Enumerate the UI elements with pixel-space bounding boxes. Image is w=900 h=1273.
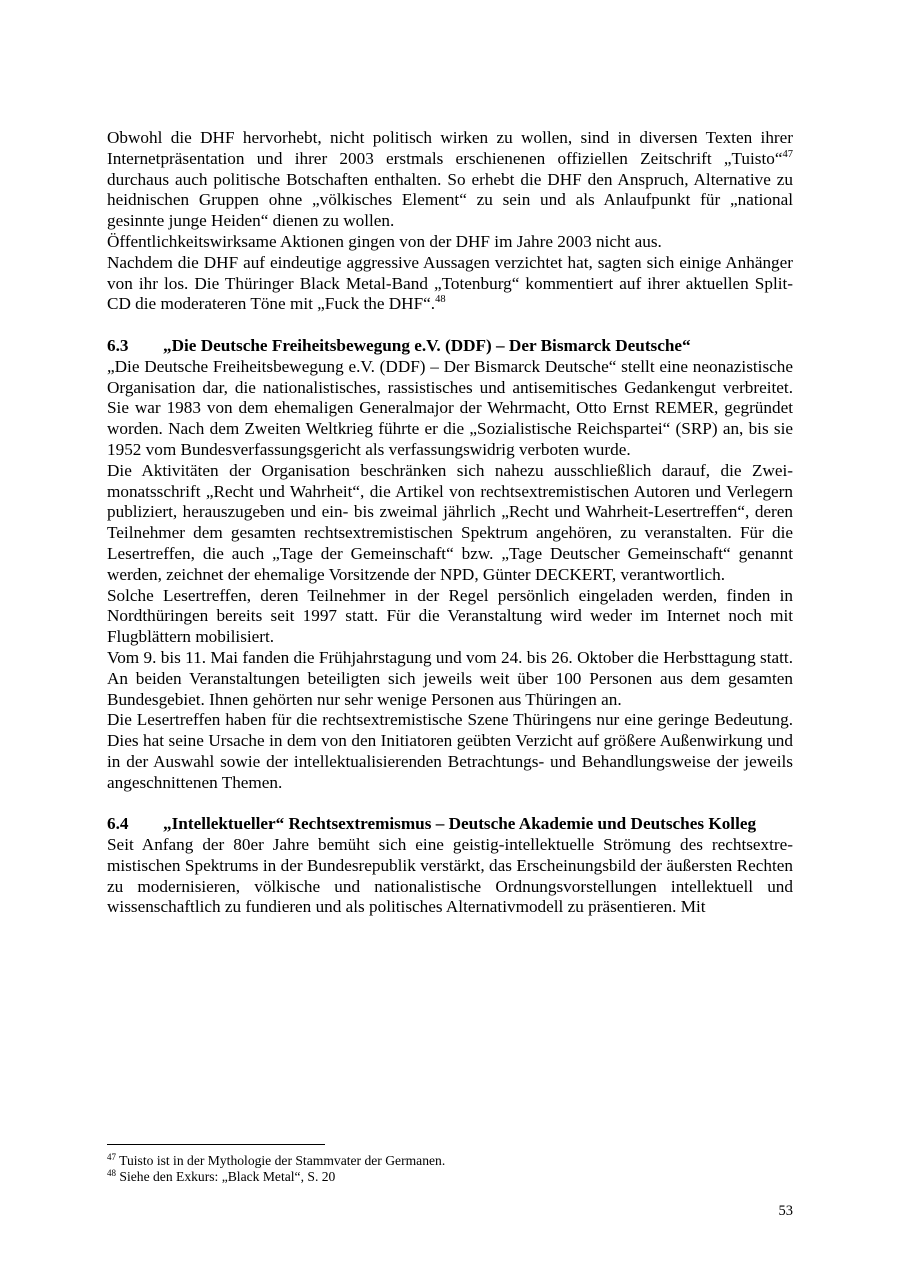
section-title: „Intellektueller“ Rechtsextremismus – Deutsche Akademie und Deutsches Kolleg <box>163 814 757 834</box>
paragraph-ddf-dates: Vom 9. bis 11. Mai fanden die Frühjahrstagung und vom 24. bis 26. Oktober die Herbsttagung statt. An beiden Veranstaltungen beteiligten sich jeweils weit über 100 Personen aus dem gesamten Bundesgebiet. Ihnen gehörten nur sehr wenige Personen aus Thüringen an. <box>107 647 793 709</box>
page-number: 53 <box>778 1203 793 1219</box>
footnote-ref-47: 47 <box>782 148 793 160</box>
footnote-48 <box>107 1169 793 1185</box>
page-content <box>107 128 793 918</box>
paragraph-text: Nachdem die DHF auf eindeutige aggressive Aussagen verzichtet hat, sagten sich einige Anhänger von ihr los. Die Thüringer Black Metal-Band „Totenburg“ kommentiert auf ihrer aktuellen Split-CD die moderateren Töne mit „Fuck the DHF“. <box>107 252 793 314</box>
paragraph-ddf-significance: Die Lesertreffen haben für die rechtsextremistische Szene Thüringens nur eine geringe Bedeutung. Dies hat seine Ursache in dem von den Initiatoren geübten Verzicht auf größere Außenwirkung und in der Auswahl sowie der intellektualisierenden Betrachtungs- und Behandlungsweise der jeweils angeschnittenen Themen. <box>107 710 793 792</box>
paragraph-text: Obwohl die DHF hervorhebt, nicht politisch wirken zu wollen, sind in diversen Texten ihrer Internetpräsentation und ihrer 2003 erstmals erschienenen offiziellen Zeitschrift „Tuisto“ <box>107 128 793 168</box>
footnote-47 <box>107 1153 793 1169</box>
footnote-number: 48 <box>107 1168 116 1178</box>
footnotes <box>107 1153 793 1185</box>
paragraph-text-continued: durchaus auch politische Botschaften enthalten. So erhebt die DHF den Anspruch, Alternative zu heidnischen Gruppen ohne „völkisches Element“ zu sein und als Anlaufpunkt für „national gesinnte junge Heiden“ dienen zu wollen. <box>107 169 793 231</box>
paragraph-ddf-activities: Die Aktivitäten der Organisation beschränken sich nahezu ausschließlich darauf, die Zweimonatsschrift „Recht und Wahrheit“, die Artikel von rechtsextremistischen Autoren und Verlegern publiziert, herauszugeben und ein- bis zweimal jährlich „Recht und Wahrheit-Lesertreffen“, deren Teilnehmer dem gesamten rechtsextremistischen Spektrum angehören, zu veranstalten. Für die Lesertreffen, die auch „Tage der Gemeinschaft“ bzw. „Tage Deutscher Gemeinschaft“ genannt werden, zeichnet der ehemalige Vorsitzende der NPD, Günter DECKERT, verantwortlich. <box>107 460 793 584</box>
paragraph-dhf-split <box>107 253 793 315</box>
footnote-number: 47 <box>107 1152 116 1162</box>
footnote-ref-48: 48 <box>435 294 446 306</box>
paragraph-ddf-intro: „Die Deutsche Freiheitsbewegung e.V. (DDF) – Der Bismarck Deutsche“ stellt eine neonazistische Organisation dar, die nationalistisches, rassistisches und antisemitisches Gedankengut verbreitet. Sie war 1983 von dem ehemaligen Generalmajor der Wehrmacht, Otto Ernst REMER, gegründet worden. Nach dem Zweiten Weltkrieg führte er die „Sozialistische Reichspartei“ (SRP) an, bis sie 1952 vom Bundesverfassungsgericht als verfassungswidrig verboten wurde. <box>107 356 793 459</box>
paragraph-ddf-meetings: Solche Lesertreffen, deren Teilnehmer in der Regel persönlich eingeladen werden, finden in Nordthüringen bereits seit 1997 statt. Für die Veranstaltung wird weder im Internet noch mit Flugblättern mobilisiert. <box>107 585 793 647</box>
section-heading-6-4 <box>107 814 793 835</box>
paragraph-intellectual-extremism: Seit Anfang der 80er Jahre bemüht sich eine geistig-intellektuelle Strömung des rechtsextremistischen Spektrums in der Bundesrepublik verstärkt, das Erscheinungsbild der äußersten Rechten zu modernisieren, völkische und nationalistische Ordnungsvorstellungen intellektuell und wissenschaftlich zu fundieren und als politisches Alternativmodell zu präsentieren. Mit <box>107 835 793 917</box>
footnote-text: Tuisto ist in der Mythologie der Stammvater der Germanen. <box>116 1153 446 1168</box>
section-number: 6.4 <box>107 814 129 834</box>
footnote-text: Siehe den Exkurs: „Black Metal“, S. 20 <box>116 1169 336 1184</box>
section-heading-6-3 <box>107 336 793 357</box>
paragraph-dhf-politics <box>107 128 793 232</box>
paragraph-dhf-actions: Öffentlichkeitswirksame Aktionen gingen von der DHF im Jahre 2003 nicht aus. <box>107 231 662 251</box>
section-number: 6.3 <box>107 335 129 355</box>
section-title: „Die Deutsche Freiheitsbewegung e.V. (DDF) – Der Bismarck Deutsche“ <box>163 335 691 355</box>
footnote-separator <box>107 1144 325 1145</box>
